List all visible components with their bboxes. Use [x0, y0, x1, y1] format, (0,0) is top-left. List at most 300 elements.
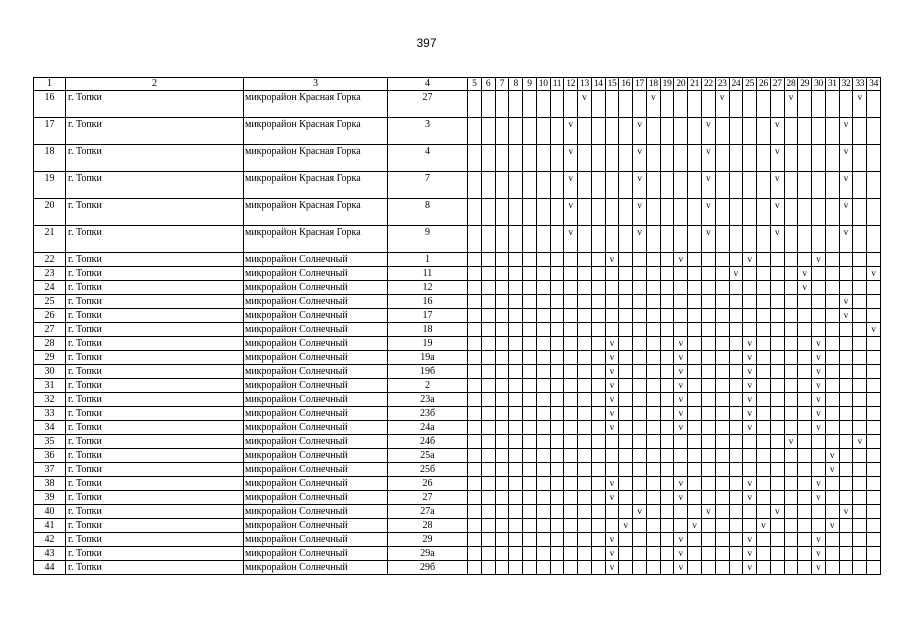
table-row: [34, 561, 881, 575]
mark-cell-32: [839, 323, 853, 337]
mark-cell-17: [633, 491, 647, 505]
mark-cell-27: [770, 281, 784, 295]
mark-cell-5: [468, 91, 482, 118]
mark-cell-16: [619, 281, 633, 295]
mark-cell-30: [812, 435, 826, 449]
mark-cell-9: [523, 533, 537, 547]
mark-cell-28: [784, 533, 798, 547]
check-mark: v: [702, 226, 716, 253]
mark-cell-19: [660, 435, 674, 449]
mark-cell-20: [674, 281, 688, 295]
check-mark: v: [646, 91, 660, 118]
mark-cell-26: [757, 547, 771, 561]
row-number: 40: [34, 505, 66, 519]
column-header-17: 17: [633, 78, 647, 91]
house-cell: 27: [388, 491, 468, 505]
mark-cell-20: [674, 323, 688, 337]
mark-cell-24: [729, 407, 743, 421]
row-number: 43: [34, 547, 66, 561]
mark-cell-7: [495, 267, 509, 281]
mark-cell-21: [688, 449, 702, 463]
mark-cell-16: [619, 477, 633, 491]
mark-cell-24: [729, 145, 743, 172]
mark-cell-28: [784, 337, 798, 351]
column-header-4: 4: [388, 78, 468, 91]
district-cell: микрорайон Солнечный: [244, 267, 388, 281]
mark-cell-19: [660, 463, 674, 477]
mark-cell-16: [619, 91, 633, 118]
check-mark: v: [743, 337, 757, 351]
mark-cell-16: [619, 533, 633, 547]
mark-cell-30: [812, 91, 826, 118]
mark-cell-26: [757, 309, 771, 323]
mark-cell-23: [715, 519, 729, 533]
check-mark: v: [867, 267, 881, 281]
column-header-32: 32: [839, 78, 853, 91]
mark-cell-30: [812, 463, 826, 477]
mark-cell-26: [757, 337, 771, 351]
house-cell: 12: [388, 281, 468, 295]
mark-cell-11: [550, 561, 564, 575]
mark-cell-8: [509, 91, 523, 118]
mark-cell-13: [578, 199, 592, 226]
mark-cell-33: [853, 421, 867, 435]
mark-cell-21: [688, 295, 702, 309]
mark-cell-15: [605, 267, 619, 281]
mark-cell-9: [523, 407, 537, 421]
mark-cell-18: [646, 351, 660, 365]
mark-cell-23: [715, 477, 729, 491]
mark-cell-16: [619, 337, 633, 351]
mark-cell-16: [619, 421, 633, 435]
mark-cell-25: [743, 267, 757, 281]
mark-cell-24: [729, 519, 743, 533]
house-cell: 7: [388, 172, 468, 199]
mark-cell-5: [468, 547, 482, 561]
house-cell: 25а: [388, 449, 468, 463]
mark-cell-7: [495, 226, 509, 253]
mark-cell-15: [605, 199, 619, 226]
mark-cell-14: [591, 477, 605, 491]
mark-cell-5: [468, 172, 482, 199]
mark-cell-8: [509, 407, 523, 421]
mark-cell-34: [867, 491, 881, 505]
mark-cell-15: [605, 172, 619, 199]
mark-cell-10: [536, 435, 550, 449]
column-header-33: 33: [853, 78, 867, 91]
mark-cell-24: [729, 91, 743, 118]
check-mark: v: [702, 199, 716, 226]
district-cell: микрорайон Солнечный: [244, 379, 388, 393]
mark-cell-22: [702, 281, 716, 295]
mark-cell-28: [784, 407, 798, 421]
mark-cell-20: [674, 449, 688, 463]
mark-cell-21: [688, 505, 702, 519]
mark-cell-14: [591, 91, 605, 118]
mark-cell-10: [536, 449, 550, 463]
city-cell: г. Топки: [66, 421, 244, 435]
mark-cell-30: [812, 267, 826, 281]
mark-cell-11: [550, 118, 564, 145]
mark-cell-8: [509, 281, 523, 295]
mark-cell-18: [646, 561, 660, 575]
mark-cell-19: [660, 253, 674, 267]
mark-cell-34: [867, 393, 881, 407]
mark-cell-23: [715, 253, 729, 267]
mark-cell-21: [688, 421, 702, 435]
check-mark: v: [578, 91, 592, 118]
mark-cell-11: [550, 533, 564, 547]
mark-cell-17: [633, 533, 647, 547]
mark-cell-22: [702, 477, 716, 491]
district-cell: микрорайон Солнечный: [244, 449, 388, 463]
mark-cell-24: [729, 505, 743, 519]
mark-cell-19: [660, 281, 674, 295]
mark-cell-21: [688, 561, 702, 575]
mark-cell-33: [853, 491, 867, 505]
mark-cell-11: [550, 309, 564, 323]
mark-cell-10: [536, 533, 550, 547]
check-mark: v: [605, 379, 619, 393]
city-cell: г. Топки: [66, 463, 244, 477]
mark-cell-18: [646, 505, 660, 519]
mark-cell-25: [743, 281, 757, 295]
mark-cell-11: [550, 421, 564, 435]
mark-cell-11: [550, 91, 564, 118]
mark-cell-16: [619, 547, 633, 561]
mark-cell-32: [839, 379, 853, 393]
mark-cell-29: [798, 323, 812, 337]
mark-cell-16: [619, 309, 633, 323]
mark-cell-33: [853, 379, 867, 393]
mark-cell-14: [591, 267, 605, 281]
page-number: 397: [416, 36, 437, 50]
mark-cell-34: [867, 172, 881, 199]
mark-cell-10: [536, 199, 550, 226]
mark-cell-32: [839, 435, 853, 449]
mark-cell-31: [825, 172, 839, 199]
mark-cell-27: [770, 379, 784, 393]
district-cell: микрорайон Красная Горка: [244, 118, 388, 145]
mark-cell-14: [591, 533, 605, 547]
district-cell: микрорайон Солнечный: [244, 421, 388, 435]
mark-cell-31: [825, 145, 839, 172]
city-cell: г. Топки: [66, 172, 244, 199]
column-header-26: 26: [757, 78, 771, 91]
city-cell: г. Топки: [66, 435, 244, 449]
check-mark: v: [812, 393, 826, 407]
mark-cell-24: [729, 172, 743, 199]
district-cell: микрорайон Солнечный: [244, 491, 388, 505]
mark-cell-23: [715, 267, 729, 281]
mark-cell-28: [784, 547, 798, 561]
table-row: [34, 118, 881, 145]
check-mark: v: [674, 407, 688, 421]
district-cell: микрорайон Солнечный: [244, 407, 388, 421]
mark-cell-33: [853, 226, 867, 253]
city-cell: г. Топки: [66, 379, 244, 393]
mark-cell-8: [509, 365, 523, 379]
city-cell: г. Топки: [66, 407, 244, 421]
mark-cell-21: [688, 226, 702, 253]
mark-cell-5: [468, 365, 482, 379]
city-cell: г. Топки: [66, 533, 244, 547]
mark-cell-22: [702, 533, 716, 547]
mark-cell-22: [702, 337, 716, 351]
mark-cell-5: [468, 407, 482, 421]
column-header-18: 18: [646, 78, 660, 91]
mark-cell-9: [523, 309, 537, 323]
mark-cell-13: [578, 281, 592, 295]
mark-cell-21: [688, 267, 702, 281]
table-row: [34, 491, 881, 505]
mark-cell-24: [729, 295, 743, 309]
mark-cell-10: [536, 267, 550, 281]
mark-cell-32: [839, 351, 853, 365]
mark-cell-34: [867, 435, 881, 449]
mark-cell-7: [495, 393, 509, 407]
mark-cell-8: [509, 323, 523, 337]
check-mark: v: [812, 379, 826, 393]
column-header-34: 34: [867, 78, 881, 91]
house-cell: 16: [388, 295, 468, 309]
check-mark: v: [715, 91, 729, 118]
mark-cell-21: [688, 172, 702, 199]
mark-cell-16: [619, 505, 633, 519]
check-mark: v: [605, 337, 619, 351]
row-number: 26: [34, 309, 66, 323]
house-cell: 29а: [388, 547, 468, 561]
mark-cell-15: [605, 505, 619, 519]
mark-cell-26: [757, 449, 771, 463]
mark-cell-32: [839, 421, 853, 435]
column-header-10: 10: [536, 78, 550, 91]
mark-cell-23: [715, 491, 729, 505]
mark-cell-34: [867, 407, 881, 421]
house-cell: 19: [388, 337, 468, 351]
mark-cell-33: [853, 199, 867, 226]
mark-cell-8: [509, 491, 523, 505]
mark-cell-12: [564, 379, 578, 393]
city-cell: г. Топки: [66, 281, 244, 295]
mark-cell-11: [550, 477, 564, 491]
mark-cell-8: [509, 421, 523, 435]
mark-cell-16: [619, 267, 633, 281]
mark-cell-27: [770, 253, 784, 267]
check-mark: v: [564, 145, 578, 172]
mark-cell-34: [867, 547, 881, 561]
mark-cell-24: [729, 421, 743, 435]
table-row: [34, 295, 881, 309]
mark-cell-8: [509, 199, 523, 226]
district-cell: микрорайон Солнечный: [244, 281, 388, 295]
check-mark: v: [743, 351, 757, 365]
mark-cell-18: [646, 323, 660, 337]
mark-cell-10: [536, 253, 550, 267]
mark-cell-19: [660, 323, 674, 337]
mark-cell-30: [812, 505, 826, 519]
mark-cell-27: [770, 337, 784, 351]
mark-cell-31: [825, 267, 839, 281]
district-cell: микрорайон Солнечный: [244, 463, 388, 477]
check-mark: v: [812, 351, 826, 365]
mark-cell-14: [591, 199, 605, 226]
check-mark: v: [770, 199, 784, 226]
mark-cell-7: [495, 519, 509, 533]
mark-cell-12: [564, 337, 578, 351]
mark-cell-16: [619, 561, 633, 575]
mark-cell-13: [578, 533, 592, 547]
mark-cell-10: [536, 337, 550, 351]
city-cell: г. Топки: [66, 253, 244, 267]
mark-cell-33: [853, 118, 867, 145]
house-cell: 8: [388, 199, 468, 226]
mark-cell-28: [784, 351, 798, 365]
row-number: 17: [34, 118, 66, 145]
mark-cell-31: [825, 533, 839, 547]
mark-cell-32: [839, 491, 853, 505]
check-mark: v: [825, 449, 839, 463]
check-mark: v: [702, 172, 716, 199]
mark-cell-29: [798, 533, 812, 547]
mark-cell-20: [674, 226, 688, 253]
mark-cell-29: [798, 463, 812, 477]
check-mark: v: [633, 172, 647, 199]
mark-cell-23: [715, 145, 729, 172]
mark-cell-31: [825, 337, 839, 351]
column-header-9: 9: [523, 78, 537, 91]
mark-cell-6: [481, 309, 495, 323]
mark-cell-5: [468, 199, 482, 226]
mark-cell-27: [770, 477, 784, 491]
mark-cell-5: [468, 281, 482, 295]
mark-cell-8: [509, 505, 523, 519]
mark-cell-25: [743, 199, 757, 226]
mark-cell-32: [839, 477, 853, 491]
mark-cell-33: [853, 145, 867, 172]
mark-cell-16: [619, 491, 633, 505]
mark-cell-28: [784, 449, 798, 463]
mark-cell-34: [867, 145, 881, 172]
mark-cell-21: [688, 547, 702, 561]
mark-cell-14: [591, 547, 605, 561]
district-cell: микрорайон Солнечный: [244, 323, 388, 337]
check-mark: v: [812, 561, 826, 575]
mark-cell-31: [825, 505, 839, 519]
mark-cell-10: [536, 463, 550, 477]
mark-cell-31: [825, 393, 839, 407]
mark-cell-10: [536, 91, 550, 118]
city-cell: г. Топки: [66, 491, 244, 505]
mark-cell-9: [523, 91, 537, 118]
city-cell: г. Топки: [66, 145, 244, 172]
mark-cell-18: [646, 172, 660, 199]
mark-cell-21: [688, 323, 702, 337]
check-mark: v: [605, 365, 619, 379]
mark-cell-28: [784, 199, 798, 226]
district-cell: микрорайон Солнечный: [244, 337, 388, 351]
mark-cell-10: [536, 477, 550, 491]
mark-cell-32: [839, 393, 853, 407]
table-row: [34, 199, 881, 226]
mark-cell-13: [578, 226, 592, 253]
mark-cell-8: [509, 351, 523, 365]
mark-cell-28: [784, 253, 798, 267]
mark-cell-10: [536, 407, 550, 421]
mark-cell-15: [605, 145, 619, 172]
mark-cell-24: [729, 309, 743, 323]
mark-cell-24: [729, 118, 743, 145]
mark-cell-33: [853, 477, 867, 491]
mark-cell-30: [812, 281, 826, 295]
mark-cell-24: [729, 379, 743, 393]
row-number: 25: [34, 295, 66, 309]
mark-cell-15: [605, 463, 619, 477]
city-cell: г. Топки: [66, 309, 244, 323]
mark-cell-22: [702, 309, 716, 323]
mark-cell-7: [495, 505, 509, 519]
check-mark: v: [812, 421, 826, 435]
mark-cell-29: [798, 491, 812, 505]
mark-cell-23: [715, 505, 729, 519]
mark-cell-12: [564, 463, 578, 477]
row-number: 28: [34, 337, 66, 351]
mark-cell-6: [481, 505, 495, 519]
mark-cell-21: [688, 477, 702, 491]
mark-cell-13: [578, 323, 592, 337]
city-cell: г. Топки: [66, 505, 244, 519]
column-header-20: 20: [674, 78, 688, 91]
mark-cell-24: [729, 281, 743, 295]
mark-cell-12: [564, 547, 578, 561]
mark-cell-21: [688, 309, 702, 323]
mark-cell-19: [660, 267, 674, 281]
check-mark: v: [605, 561, 619, 575]
check-mark: v: [770, 118, 784, 145]
mark-cell-6: [481, 561, 495, 575]
mark-cell-24: [729, 561, 743, 575]
table-row: [34, 145, 881, 172]
check-mark: v: [674, 477, 688, 491]
mark-cell-17: [633, 421, 647, 435]
check-mark: v: [688, 519, 702, 533]
check-mark: v: [633, 505, 647, 519]
city-cell: г. Топки: [66, 199, 244, 226]
mark-cell-26: [757, 281, 771, 295]
mark-cell-23: [715, 295, 729, 309]
mark-cell-14: [591, 407, 605, 421]
mark-cell-17: [633, 337, 647, 351]
mark-cell-16: [619, 118, 633, 145]
mark-cell-23: [715, 379, 729, 393]
mark-cell-25: [743, 91, 757, 118]
mark-cell-17: [633, 267, 647, 281]
mark-cell-33: [853, 365, 867, 379]
mark-cell-19: [660, 145, 674, 172]
table-row: [34, 365, 881, 379]
mark-cell-12: [564, 561, 578, 575]
mark-cell-22: [702, 407, 716, 421]
mark-cell-18: [646, 267, 660, 281]
table-row: [34, 393, 881, 407]
mark-cell-33: [853, 519, 867, 533]
mark-cell-14: [591, 449, 605, 463]
check-mark: v: [619, 519, 633, 533]
district-cell: микрорайон Солнечный: [244, 533, 388, 547]
row-number: 18: [34, 145, 66, 172]
mark-cell-23: [715, 199, 729, 226]
mark-cell-28: [784, 323, 798, 337]
